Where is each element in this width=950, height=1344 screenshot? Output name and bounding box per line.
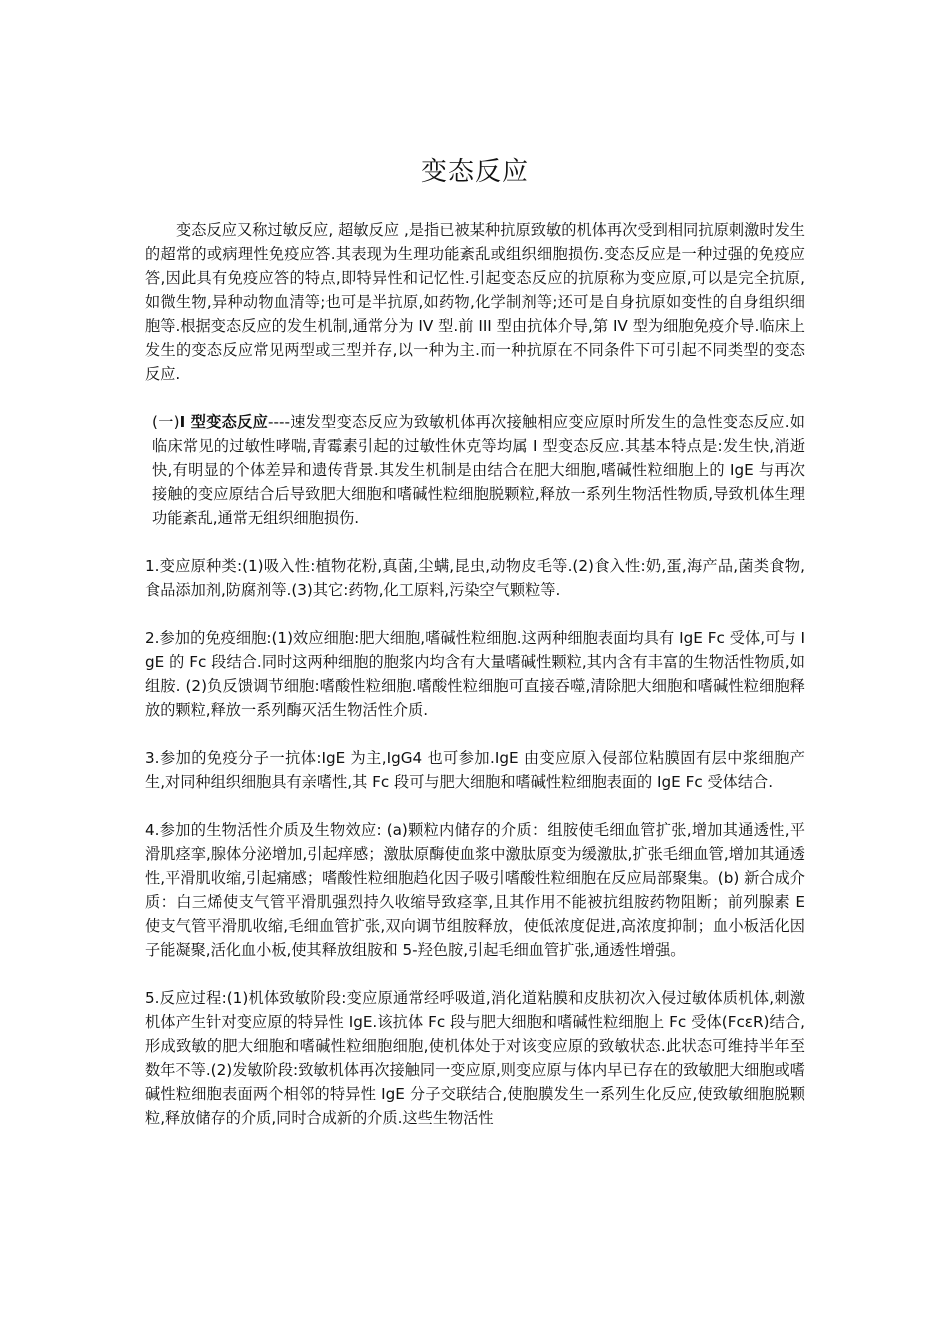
point-reaction-process: 5.反应过程:(1)机体致敏阶段:变应原通常经呼吸道,消化道粘膜和皮肤初次入侵过敏体质机体,刺激机体产生针对变应原的特异性 IgE.该抗体 Fc 段与肥大细胞和嗜碱性粒细胞上 Fc 受体(FcεR)结合,形成致敏的肥大细胞和嗜碱性粒细胞细胞,使机体处于对该变应原的致敏状态.此状态可维持半年至数年不等.(2)发敏阶段:致敏机体再次接触同一变应原,则变应原与体内早已存在的致敏肥大细胞或嗜碱性粒细胞表面两个相邻的特异性 IgE 分子交联结合,使胞膜发生一系列生化反应,使致敏细胞脱颗粒,释放储存的介质,同时合成新的介质.这些生物活性 [145, 989, 805, 1127]
point-immune-cells: 2.参加的免疫细胞:(1)效应细胞:肥大细胞,嗜碱性粒细胞.这两种细胞表面均具有 IgE Fc 受体,可与 IgE 的 Fc 段结合.同时这两种细胞的胞浆内均含有大量嗜碱性颗粒,其内含有丰富的生物活性物质,如组胺. (2)负反馈调节细胞:嗜酸性粒细胞.嗜酸性粒细胞可直接吞噬,清除肥大细胞和嗜碱性粒细胞释放的颗粒,释放一系列酶灭活生物活性介质. [145, 629, 805, 719]
section-heading: I 型变态反应 [179, 413, 269, 431]
section-body: ----速发型变态反应为致敏机体再次接触相应变应原时所发生的急性变态反应.如临床常见的过敏性哮喘,青霉素引起的过敏性休克等均属 I 型变态反应.其基本特点是:发生快,消逝快,有明显的个体差异和遗传背景.其发生机制是由结合在肥大细胞,嗜碱性粒细胞上的 IgE 与再次接触的变应原结合后导致肥大细胞和嗜碱性粒细胞脱颗粒,释放一系列生物活性物质,导致机体生理功能紊乱,通常无组织细胞损伤. [152, 413, 805, 527]
page-title: 变态反应 [420, 157, 529, 187]
point-allergen-types: 1.变应原种类:(1)吸入性:植物花粉,真菌,尘螨,昆虫,动物皮毛等.(2)食入性:奶,蛋,海产品,菌类食物,食品添加剂,防腐剂等.(3)其它:药物,化工原料,污染空气颗粒等. [145, 557, 805, 599]
section-type1-paragraph [145, 410, 805, 530]
section-prefix: (一) [152, 413, 180, 431]
point-immune-molecules: 3.参加的免疫分子一抗体:IgE 为主,IgG4 也可参加.IgE 由变应原入侵部位粘膜固有层中浆细胞产生,对同种组织细胞具有亲嗜性,其 Fc 段可与肥大细胞和嗜碱性粒细胞表面的 IgE Fc 受体结合. [145, 749, 805, 791]
document-body [145, 218, 805, 1154]
intro-paragraph: 变态反应又称过敏反应, 超敏反应 ,是指已被某种抗原致敏的机体再次受到相同抗原刺激时发生的超常的或病理性免疫应答.其表现为生理功能紊乱或组织细胞损伤.变态反应是一种过强的免疫应答,因此具有免疫应答的特点,即特异性和记忆性.引起变态反应的抗原称为变应原,可以是完全抗原,如微生物,异种动物血清等;也可是半抗原,如药物,化学制剂等;还可是自身抗原如变性的自身组织细胞等.根据变态反应的发生机制,通常分为 IV 型.前 III 型由抗体介导,第 IV 型为细胞免疫介导.临床上发生的变态反应常见两型或三型并存,以一种为主.而一种抗原在不同条件下可引起不同类型的变态反应. [145, 221, 805, 383]
point-active-mediators: 4.参加的生物活性介质及生物效应: (a)颗粒内储存的介质：组胺使毛细血管扩张,增加其通透性,平滑肌痉挛,腺体分泌增加,引起痒感；激肽原酶使血浆中激肽原变为缓激肽,扩张毛细血管,增加其通透性,平滑肌收缩,引起痛感；嗜酸性粒细胞趋化因子吸引嗜酸性粒细胞在反应局部聚集。(b) 新合成介质：白三烯使支气管平滑肌强烈持久收缩导致痉挛,且其作用不能被抗组胺药物阻断；前列腺素 E 使支气管平滑肌收缩,毛细血管扩张,双向调节组胺释放，使低浓度促进,高浓度抑制；血小板活化因子能凝聚,活化血小板,使其释放组胺和 5-羟色胺,引起毛细血管扩张,通透性增强。 [145, 821, 805, 959]
